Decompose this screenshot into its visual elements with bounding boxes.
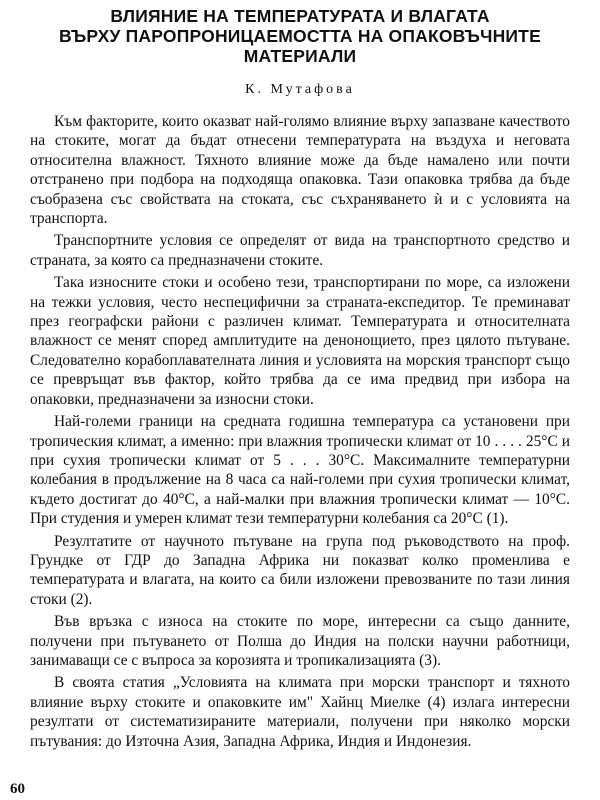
title-line-1: ВЛИЯНИЕ НА ТЕМПЕРАТУРАТА И ВЛАГАТА bbox=[110, 6, 490, 26]
page-number: 60 bbox=[10, 781, 25, 797]
paragraph: Резултатите от научното пътуване на група под ръководството на проф. Грундке от ГДР до Западна Африка ни показват колко променлива е температурата и влагата, на които са били изложени превозваните по тази линия стоки (2). bbox=[30, 532, 570, 608]
paragraph: Към факторите, които оказват най-голямо влияние върху запазване качеството на стоките, могат да бъдат отнесени температурата на въздуха и неговата относителна влажност. Тяхното влияние може да бъде намалено или почти отстранено при подбора на подходяща опаковка. Тази опаковка трябва да бъде съобразена със свойствата на стоката, със съхраняването ѝ и с условията на транспорта. bbox=[30, 113, 570, 228]
title-line-2: ВЪРХУ ПАРОПРОНИЦАЕМОСТТА НА ОПАКОВЪЧНИТЕ bbox=[59, 26, 541, 46]
paragraph: Най-големи граници на средната годишна температура са установени при тропическия климат, а именно: при влажния тропически климат от 10 . . . . 25°C и при сухия тропически климат от 5 . . . 30°C. Максималните температурни колебания в продължение на 8 часа са най-големи при сухия тропически климат, където достигат до 40°C, а най-малки при влажния тропически климат — 10°C. При студения и умерен климат тези температурни колебания са 20°C (1). bbox=[30, 413, 570, 528]
paragraph: Транспортните условия се определят от вида на транспортното средство и страната, за която са предназначени стоките. bbox=[30, 232, 570, 269]
paragraph: Във връзка с износа на стоките по море, интересни са също данните, получени при пътуването от Полша до Индия на полски научни работници, занимаващи се с въпроса за корозията и тропикализацията (3). bbox=[30, 613, 570, 669]
article-body bbox=[30, 112, 570, 751]
article-title bbox=[30, 6, 570, 66]
paragraph: В своята статия „Условията на климата при морски транспорт и тяхното влияние върху стоките и опаковките им" Хайнц Миелке (4) излага интересни резултати от систематизираните материали, получени при няколко морски пътувания: до Източна Азия, Западна Африка, Индия и Индонезия. bbox=[30, 674, 570, 750]
title-line-3: МАТЕРИАЛИ bbox=[243, 46, 357, 66]
paragraph: Така износните стоки и особено тези, транспортирани по море, са изложени на тежки условия, често неспецифични за страната-експедитор. Те преминават през географски райони с различен климат. Температурата и относителната влажност се менят според амплитудите на денонощието, през цялото пътуване. Следователно корабоплавателната линия и условията на морския транспорт също се превръщат във фактор, който трябва да се има предвид при избора на опаковки, предназначени за износни стоки. bbox=[30, 274, 570, 408]
article-author: К. Мутафова bbox=[245, 82, 355, 97]
